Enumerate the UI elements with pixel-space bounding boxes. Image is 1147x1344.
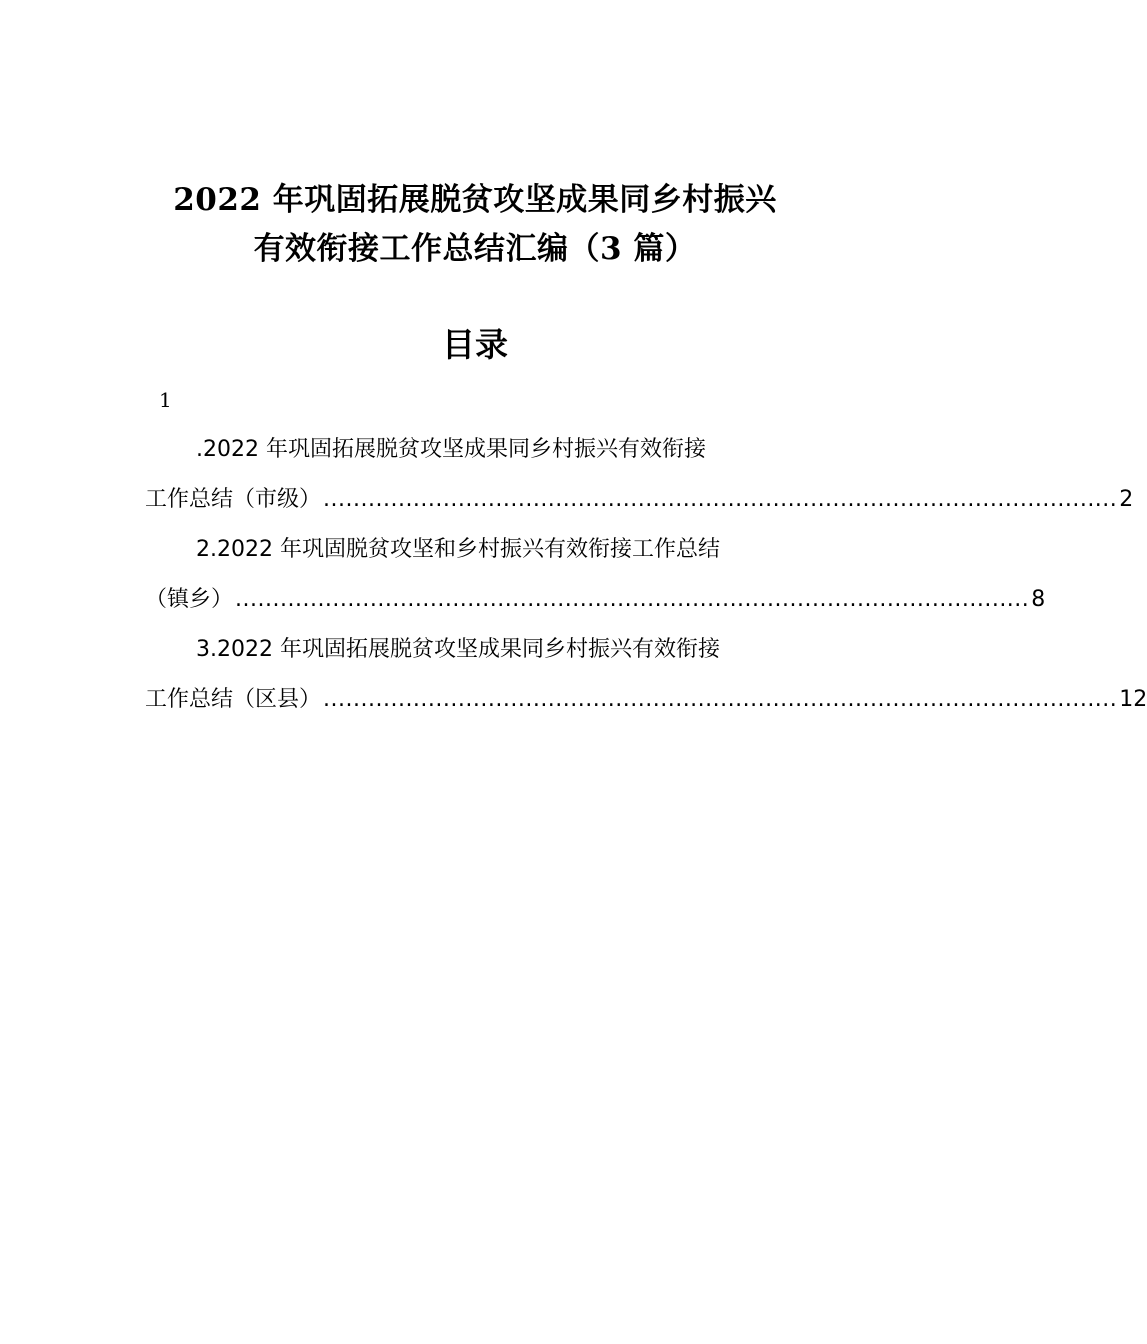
toc-entry-1-line[interactable] [145,484,1134,516]
toc-entry-3-subtitle: 工作总结（区县） [145,687,322,712]
toc-entry-2-line[interactable] [145,584,1046,616]
document-title-line-1: 2022 年巩固拓展脱贫攻坚成果同乡村振兴 [173,182,777,218]
toc-leader-dots: .......................................................................................................... [235,587,1030,612]
toc-heading: 目录 [442,325,508,364]
toc-entry-2-page-number: 8 [1031,587,1046,612]
toc-leader-dots: .......................................................................................................... [323,687,1118,712]
toc-entry-1-page-number: 2 [1119,487,1134,512]
toc-entry-1-subtitle: 工作总结（市级） [145,487,322,512]
toc-entry-2-subtitle: （镇乡） [145,587,234,612]
toc-entry-2-title[interactable]: 2.2022 年巩固脱贫攻坚和乡村振兴有效衔接工作总结 [196,537,720,562]
document-title-line-2: 有效衔接工作总结汇编（3 篇） [253,231,697,267]
toc-entry-3-line[interactable] [145,684,1147,716]
toc-entry-1-title[interactable]: .2022 年巩固拓展脱贫攻坚成果同乡村振兴有效衔接 [196,437,706,462]
toc-leader-dots: .......................................................................................................... [323,487,1118,512]
toc-entry-3-title[interactable]: 3.2022 年巩固拓展脱贫攻坚成果同乡村振兴有效衔接 [196,637,720,662]
toc-stray-number: 1 [159,388,172,412]
toc-entry-3-page-number: 12 [1119,687,1147,712]
